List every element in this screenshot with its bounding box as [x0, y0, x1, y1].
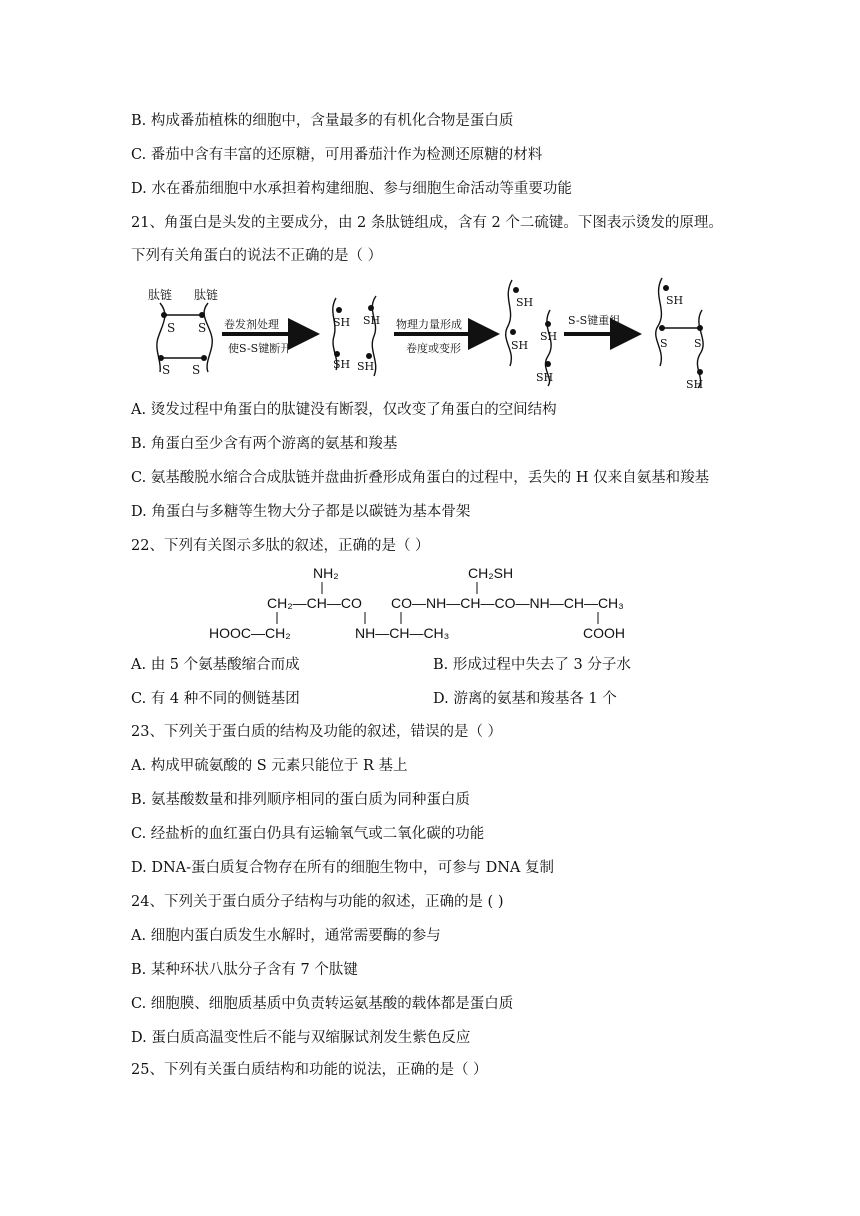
svg-text:S: S	[694, 337, 702, 350]
q23-option-b: B. 氨基酸数量和排列顺序相同的蛋白质为同种蛋白质	[131, 792, 470, 808]
svg-text:SH: SH	[333, 316, 351, 329]
q24-stem: 24、下列关于蛋白质分子结构与功能的叙述，正确的是 ( )	[131, 894, 504, 910]
main-chain: CH₂—CH—CO	[267, 595, 362, 611]
hooc-ch2: HOOC—CH₂	[209, 625, 291, 641]
q20-option-d: D. 水在番茄细胞中水承担着构建细胞、参与细胞生命活动等重要功能	[131, 181, 572, 197]
q20-option-c: C. 番茄中含有丰富的还原糖，可用番茄汁作为检测还原糖的材料	[131, 147, 543, 163]
svg-text:SH: SH	[511, 339, 529, 352]
arrow3-label-top: S-S键重组	[568, 314, 621, 327]
svg-text:SH: SH	[363, 314, 381, 327]
q24-option-d: D. 蛋白质高温变性后不能与双缩脲试剂发生紫色反应	[131, 1030, 471, 1046]
svg-text:SH: SH	[686, 378, 704, 390]
q22-option-c: C. 有 4 种不同的侧链基团	[131, 691, 300, 707]
svg-text:CO—NH—CH—CO—NH—CH—CH₃: CO—NH—CH—CO—NH—CH—CH₃	[391, 595, 624, 611]
q21-stem-line2: 下列有关角蛋白的说法不正确的是（ ）	[131, 248, 383, 264]
q24-option-b: B. 某种环状八肽分子含有 7 个肽键	[131, 962, 358, 978]
q22-stem: 22、下列有关图示多肽的叙述，正确的是（ ）	[131, 538, 430, 554]
svg-text:SH: SH	[666, 294, 684, 307]
q21-stem-line1: 21、角蛋白是头发的主要成分，由 2 条肽链组成，含有 2 个二硫键。下图表示烫发的原理。	[131, 215, 723, 231]
q21-option-d: D. 角蛋白与多糖等生物大分子都是以碳链为基本骨架	[131, 504, 471, 520]
q23-option-d: D. DNA-蛋白质复合物存在所有的细胞生物中，可参与 DNA 复制	[131, 860, 555, 876]
chain-label-left: 肽链	[148, 288, 173, 302]
arrow1-label-top: 卷发剂处理	[224, 318, 279, 331]
chain-label-right: 肽链	[194, 288, 219, 302]
q24-option-c: C. 细胞膜、细胞质基质中负责转运氨基酸的载体都是蛋白质	[131, 996, 514, 1012]
svg-text:S: S	[167, 321, 176, 335]
q23-option-a: A. 构成甲硫氨酸的 S 元素只能位于 R 基上	[131, 758, 408, 774]
svg-text:SH: SH	[540, 330, 558, 343]
svg-text:S: S	[198, 321, 207, 335]
arrow2-label-top: 物理力量形成	[396, 318, 462, 331]
q22-option-b: B. 形成过程中失去了 3 分子水	[433, 657, 631, 673]
amino-group: NH₂	[313, 565, 339, 581]
q22-option-a: A. 由 5 个氨基酸缩合而成	[131, 657, 300, 673]
q23-stem: 23、下列关于蛋白质的结构及功能的叙述，错误的是（ ）	[131, 724, 503, 740]
arrow1-label-bottom: 使S-S键断开	[228, 342, 292, 355]
svg-text:S: S	[192, 363, 201, 377]
svg-text:S: S	[162, 363, 171, 377]
arrow2-label-bottom: 卷度或变形	[406, 342, 461, 355]
q22-option-d: D. 游离的氨基和羧基各 1 个	[433, 691, 617, 707]
q23-option-c: C. 经盐析的血红蛋白仍具有运输氧气或二氧化碳的功能	[131, 826, 485, 842]
q21-option-c: C. 氨基酸脱水缩合合成肽链并盘曲折叠形成角蛋白的过程中，丢失的 H 仅来自氨基和羧基	[131, 470, 710, 486]
svg-text:SH: SH	[357, 360, 375, 373]
svg-text:SH: SH	[333, 358, 351, 371]
svg-text:SH: SH	[516, 296, 534, 309]
polypeptide-structure	[205, 560, 665, 644]
q21-option-b: B. 角蛋白至少含有两个游离的氨基和羧基	[131, 436, 398, 452]
perm-principle-figure	[130, 270, 730, 390]
svg-text:SH: SH	[536, 371, 554, 384]
q20-option-b: B. 构成番茄植株的细胞中，含量最多的有机化合物是蛋白质	[131, 113, 514, 129]
ch2sh-group: CH₂SH	[468, 565, 514, 581]
peptide-chain-1b	[204, 303, 212, 372]
q25-stem: 25、下列有关蛋白质结构和功能的说法，正确的是（ ）	[131, 1062, 488, 1078]
q21-option-a: A. 烫发过程中角蛋白的肽键没有断裂，仅改变了角蛋白的空间结构	[131, 402, 557, 418]
q24-option-a: A. 细胞内蛋白质发生水解时，通常需要酶的参与	[131, 928, 441, 944]
carboxyl-group: COOH	[583, 625, 625, 641]
nh-ch-ch3: NH—CH—CH₃	[355, 625, 450, 641]
svg-text:S: S	[660, 337, 668, 350]
